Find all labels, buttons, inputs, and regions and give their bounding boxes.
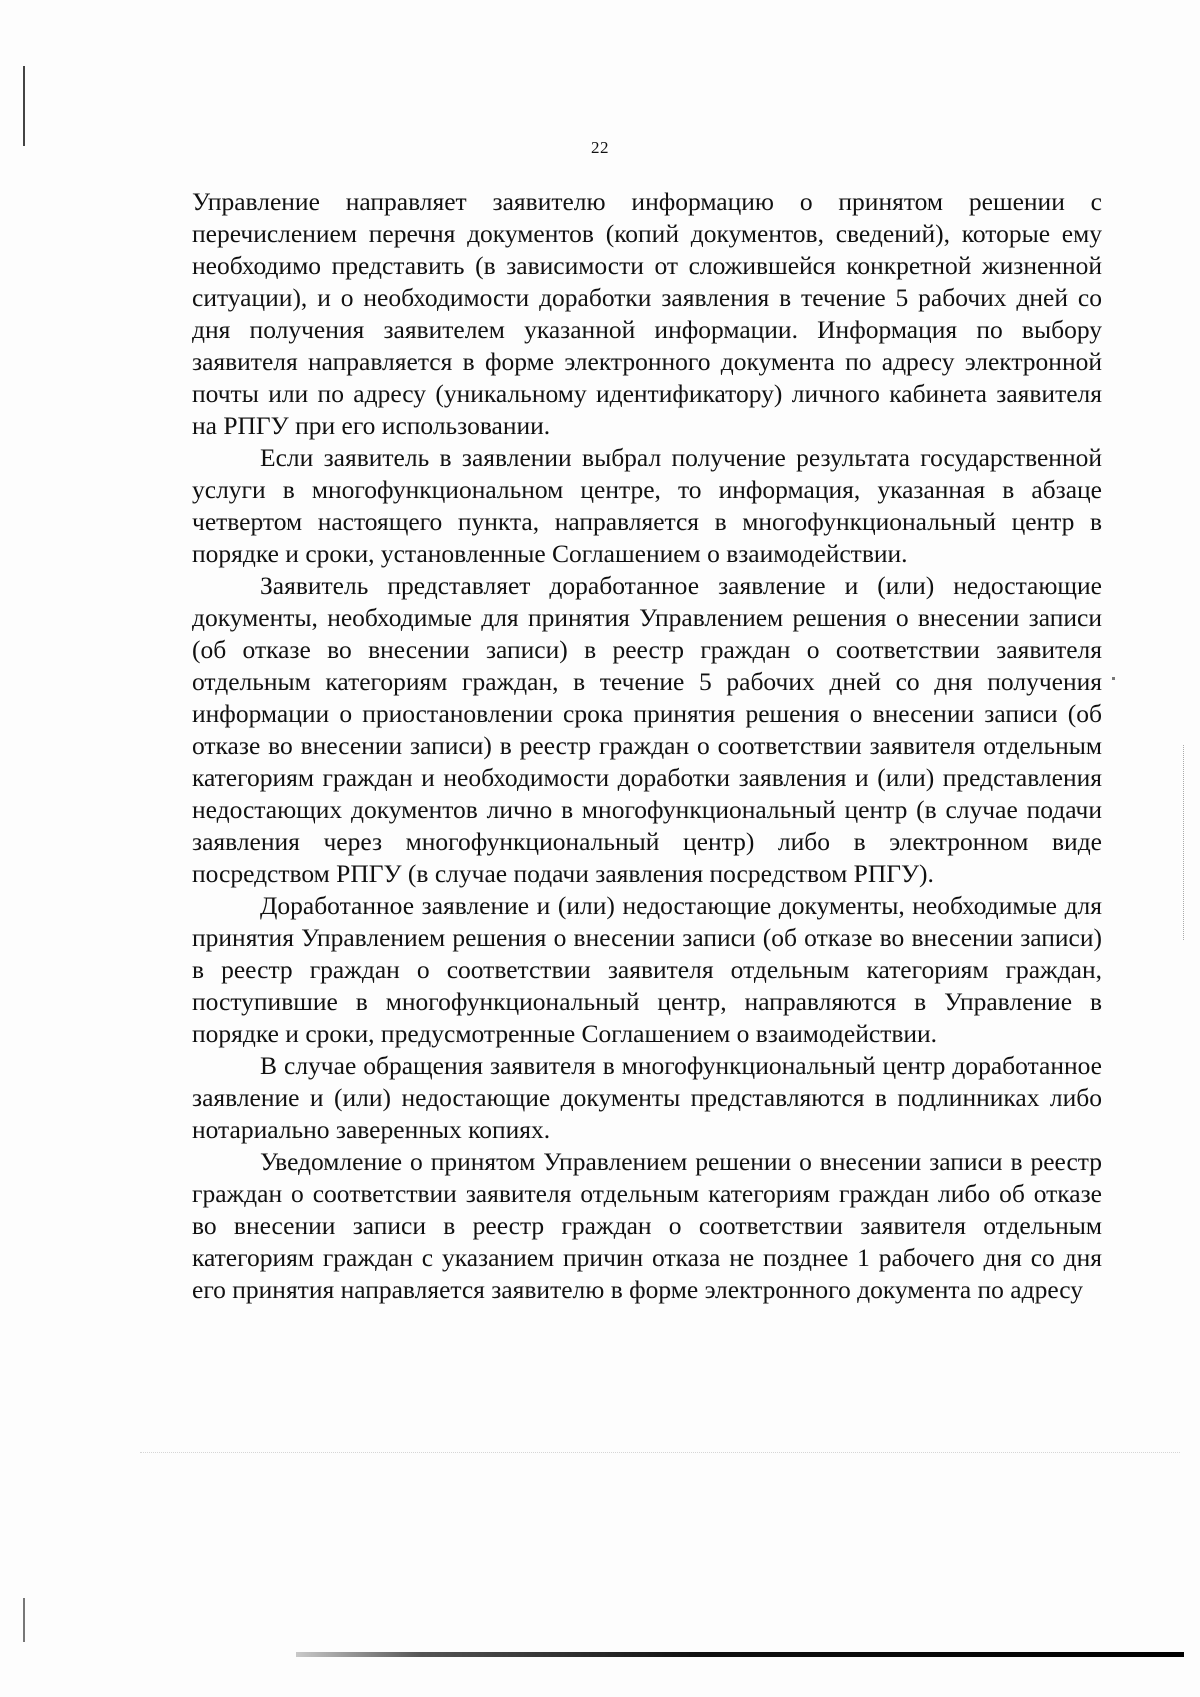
page-number: 22 — [591, 138, 609, 157]
paragraph-4: Доработанное заявление и (или) недостающие документы, необходимые для принятия Управлением решения о внесении записи (об отказе во внесении записи) в реестр граждан о соответствии заявителя отдельным категориям граждан, поступившие в многофункциональный центр, направляются в Управление в порядке и сроки, предусмотренные Соглашением о взаимодействии. — [192, 891, 1102, 1048]
scan-edge-mark-top — [23, 66, 25, 146]
paragraph-5: В случае обращения заявителя в многофункциональный центр доработанное заявление и (или) недостающие документы представляются в подлинниках либо нотариально заверенных копиях. — [192, 1051, 1102, 1144]
paragraph-3: Заявитель представляет доработанное заявление и (или) недостающие документы, необходимые для принятия Управлением решения о внесении записи (об отказе во внесении записи) в реестр граждан о соответствии заявителя отдельным категориям граждан, в течение 5 рабочих дней со дня получения информации о приостановлении срока принятия решения о внесении записи (об отказе во внесении записи) в реестр граждан о соответствии заявителя отдельным категориям граждан и необходимости доработки заявления и (или) представления недостающих документов лично в многофункциональный центр (в случае подачи заявления через многофункциональный центр) либо в электронном виде посредством РПГУ (в случае подачи заявления посредством РПГУ). — [192, 571, 1102, 888]
paragraph-2: Если заявитель в заявлении выбрал получение результата государственной услуги в многофункциональном центре, то информация, указанная в абзаце четвертом настоящего пункта, направляется в многофункциональный центр в порядке и сроки, установленные Соглашением о взаимодействии. — [192, 443, 1102, 568]
paragraph-1: Управление направляет заявителю информацию о принятом решении с перечислением перечня документов (копий документов, сведений), которые ему необходимо представить (в зависимости от сложившейся конкретной жизненной ситуации), и о необходимости доработки заявления в течение 5 рабочих дней со дня получения заявителем указанной информации. Информация по выбору заявителя направляется в форме электронного документа по адресу электронной почты или по адресу (уникальному идентификатору) личного кабинета заявителя на РПГУ при его использовании. — [192, 187, 1102, 440]
scan-edge-mark-bottom — [23, 1598, 25, 1642]
document-body — [192, 186, 1102, 1306]
scan-faint-line — [140, 1452, 1180, 1453]
paragraph-6: Уведомление о принятом Управлением решении о внесении записи в реестр граждан о соответствии заявителя отдельным категориям граждан либо об отказе во внесении записи в реестр граждан о соответствии заявителя отдельным категориям граждан с указанием причин отказа не позднее 1 рабочего дня со дня его принятия направляется заявителю в форме электронного документа по адресу — [192, 1147, 1102, 1304]
scan-speck — [1112, 677, 1115, 680]
bottom-scan-rule — [296, 1652, 1184, 1657]
scan-noise-right — [1183, 745, 1185, 940]
